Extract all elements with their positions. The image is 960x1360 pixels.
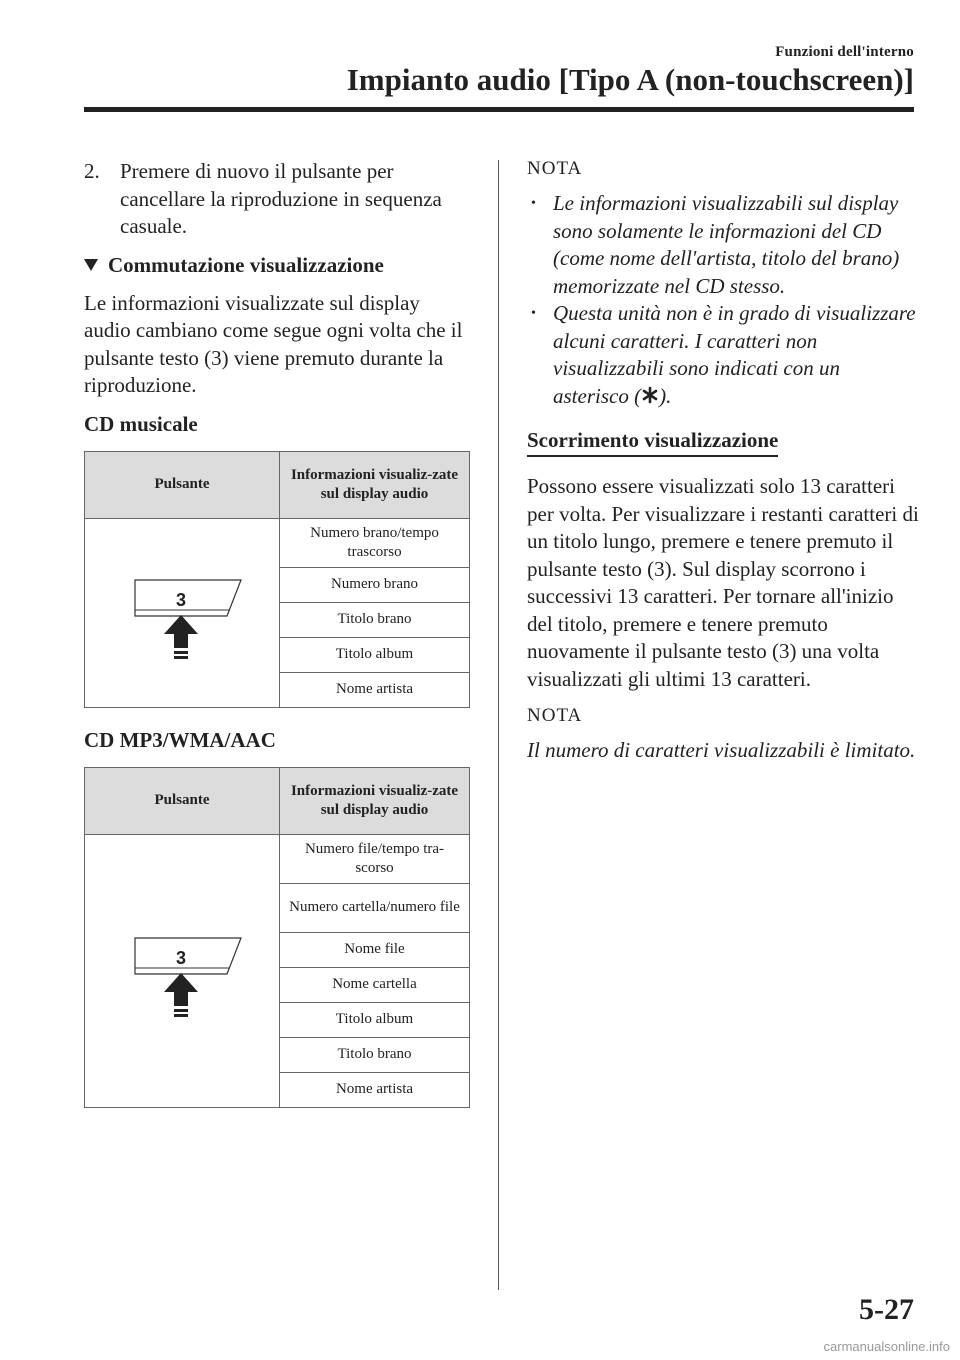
table-cell: Nome file — [280, 932, 470, 967]
triangle-down-icon — [84, 259, 98, 271]
subheading-text: Commutazione visualizzazione — [108, 252, 384, 277]
press-arrow-icon — [164, 615, 198, 659]
table-cell: Nome artista — [280, 672, 470, 707]
table2-title: CD MP3/WMA/AAC — [84, 727, 276, 752]
nota-label: NOTA — [527, 705, 583, 726]
table-cell: Numero file/tempo tra-scorso — [280, 834, 470, 883]
bullet-icon: • — [531, 196, 536, 211]
nota-text: Le informazioni visualizzabili sul display sono solamente le informazioni del CD (come nome dell'artista, titolo del brano) memorizzate nel CD stesso. — [553, 191, 900, 298]
asterisk-icon — [641, 386, 659, 404]
right-column — [527, 158, 919, 765]
step-2 — [84, 158, 470, 241]
nota-item — [527, 190, 919, 300]
table1-title: CD musicale — [84, 411, 198, 436]
nota-text: Questa unità non è in grado di visualizzare alcuni caratteri. I caratteri non visualizzabili sono indicati con un asterisco ( — [553, 301, 916, 408]
table-cd-mp3 — [84, 767, 470, 1108]
page-number: 5-27 — [859, 1293, 914, 1326]
table-cell: Nome cartella — [280, 967, 470, 1002]
column-divider — [498, 160, 499, 1290]
button-cell — [85, 834, 280, 1107]
table-header-row — [85, 451, 470, 518]
table-row — [85, 518, 470, 567]
press-arrow-icon — [164, 973, 198, 1017]
table-cell: Numero brano — [280, 567, 470, 602]
text-button-3-illustration — [91, 848, 273, 1088]
table-header-row — [85, 767, 470, 834]
nota-text-end: ). — [659, 383, 672, 408]
header-pulsante: Pulsante — [85, 767, 280, 834]
nota-item — [527, 300, 919, 410]
header-informazioni: Informazioni visualiz-zate sul display audio — [280, 451, 470, 518]
nota-text-container — [553, 300, 919, 410]
button-label: 3 — [175, 948, 187, 968]
section-label: Funzioni dell'interno — [775, 44, 914, 60]
step-number: 2. — [84, 159, 100, 183]
table-cell: Titolo album — [280, 1002, 470, 1037]
table-row — [85, 834, 470, 883]
nota-label: NOTA — [527, 158, 583, 179]
text-button-3-illustration — [91, 530, 273, 690]
intro-paragraph: Le informazioni visualizzate sul display audio cambiano come segue ogni volta che il pulsante testo (3) viene premuto durante la riproduzione. — [84, 290, 463, 397]
header-informazioni: Informazioni visualiz-zate sul display audio — [280, 767, 470, 834]
header-rule — [84, 107, 914, 112]
bullet-icon: • — [531, 306, 536, 321]
subheading — [84, 253, 470, 278]
table-cell: Titolo brano — [280, 602, 470, 637]
section-title: Scorrimento visualizzazione — [527, 428, 778, 457]
button-label: 3 — [175, 590, 187, 610]
table-cell: Titolo album — [280, 637, 470, 672]
table-cell: Numero cartella/numero file — [280, 883, 470, 932]
header-pulsante: Pulsante — [85, 451, 280, 518]
watermark: carmanualsonline.info — [823, 1339, 950, 1354]
left-column — [84, 158, 470, 1128]
nota-text: Il numero di caratteri visualizzabili è limitato. — [527, 738, 916, 762]
table-cell: Numero brano/tempo trascorso — [280, 518, 470, 567]
page-title: Impianto audio [Tipo A (non-touchscreen)] — [346, 62, 914, 97]
scroll-paragraph: Possono essere visualizzati solo 13 caratteri per volta. Per visualizzare i restanti caratteri di un titolo lungo, premere e tenere premuto il pulsante testo (3). Sul display scorrono i successivi 13 caratteri. Per tornare all'inizio del titolo, premere e tenere premuto nuovamente il pulsante testo (3) una volta visualizzati gli ultimi 13 caratteri. — [527, 474, 919, 691]
step-text: Premere di nuovo il pulsante per cancellare la riproduzione in sequenza casuale. — [120, 159, 442, 238]
table-cd-musicale — [84, 451, 470, 708]
table-cell: Nome artista — [280, 1072, 470, 1107]
button-cell — [85, 518, 280, 707]
table-cell: Titolo brano — [280, 1037, 470, 1072]
